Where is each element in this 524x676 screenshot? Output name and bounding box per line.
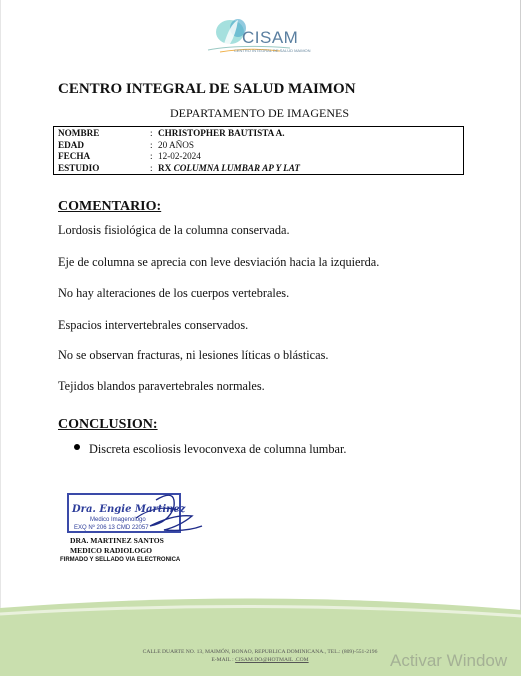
info-sep: : xyxy=(150,162,153,173)
department: DEPARTAMENTO DE IMAGENES xyxy=(170,106,349,120)
info-label: EDAD xyxy=(58,139,85,150)
info-row-name xyxy=(58,128,463,140)
conclusion-heading: CONCLUSION: xyxy=(58,417,158,432)
svg-text:Dra. Engie Martinez: Dra. Engie Martinez xyxy=(72,504,186,515)
info-sep: : xyxy=(150,151,153,161)
info-label: ESTUDIO xyxy=(58,162,100,173)
address-line: CALLE DUARTE NO. 13, MAIMÓN, BONAO, REPUBLICA DOMINICANA., TEL.: (809)-551-2196 xyxy=(142,649,378,655)
comment-line: Espacios intervertebrales conservados. xyxy=(58,318,249,332)
page-title: CENTRO INTEGRAL DE SALUD MAIMON xyxy=(58,81,356,97)
info-label: FECHA xyxy=(58,151,91,161)
signer-name: DRA. MARTINEZ SANTOS xyxy=(70,536,164,545)
logo-name: CISAM xyxy=(242,28,299,47)
info-value: 20 AÑOS xyxy=(158,139,194,150)
logo-subtitle: CENTRO INTEGRAL DE SALUD MAIMON xyxy=(234,48,311,53)
signature-stamp-icon xyxy=(66,486,206,538)
comment-heading: COMENTARIO: xyxy=(58,199,162,214)
comment-line: Lordosis fisiológica de la columna conservada. xyxy=(58,223,290,237)
info-value-prefix: RX xyxy=(158,162,172,173)
conclusion-item: Discreta escoliosis levoconvexa de columna lumbar. xyxy=(89,442,347,456)
info-value: COLUMNA LUMBAR AP Y LAT xyxy=(173,162,301,173)
signature-footnote: FIRMADO Y SELLADO VIA ELECTRONICA xyxy=(60,557,181,563)
comment-line: No se observan fracturas, ni lesiones líticas o blásticas. xyxy=(58,348,329,362)
email-link[interactable]: CISAM.DO@HOTMAIL .COM xyxy=(235,657,309,663)
email-label: E-MAIL : xyxy=(211,657,234,663)
info-row-age xyxy=(58,140,463,152)
info-sep: : xyxy=(150,128,153,138)
signer-block xyxy=(70,536,164,555)
svg-text:EXQ Nº 206 13 CMD 22057: EXQ Nº 206 13 CMD 22057 xyxy=(74,525,149,531)
info-row-date xyxy=(58,151,463,163)
comment-line: No hay alteraciones de los cuerpos vertebrales. xyxy=(58,286,290,300)
info-label: NOMBRE xyxy=(58,128,100,138)
comment-line: Tejidos blandos paravertebrales normales. xyxy=(58,379,265,393)
bullet-icon xyxy=(74,444,80,450)
signer-title: MEDICO RADIOLOGO xyxy=(70,545,153,555)
activation-watermark: Activar Window xyxy=(390,651,508,670)
patient-info-box xyxy=(53,126,464,175)
info-value: CHRISTOPHER BAUTISTA A. xyxy=(158,128,285,138)
info-value: 12-02-2024 xyxy=(158,151,201,161)
info-row-study xyxy=(58,163,463,175)
signature-stamp xyxy=(66,486,206,543)
info-sep: : xyxy=(150,139,153,150)
cisam-logo xyxy=(200,14,324,58)
svg-text:Medico Imagenologo: Medico Imagenologo xyxy=(90,517,146,523)
comment-line: Eje de columna se aprecia con leve desviación hacia la izquierda. xyxy=(58,255,380,269)
